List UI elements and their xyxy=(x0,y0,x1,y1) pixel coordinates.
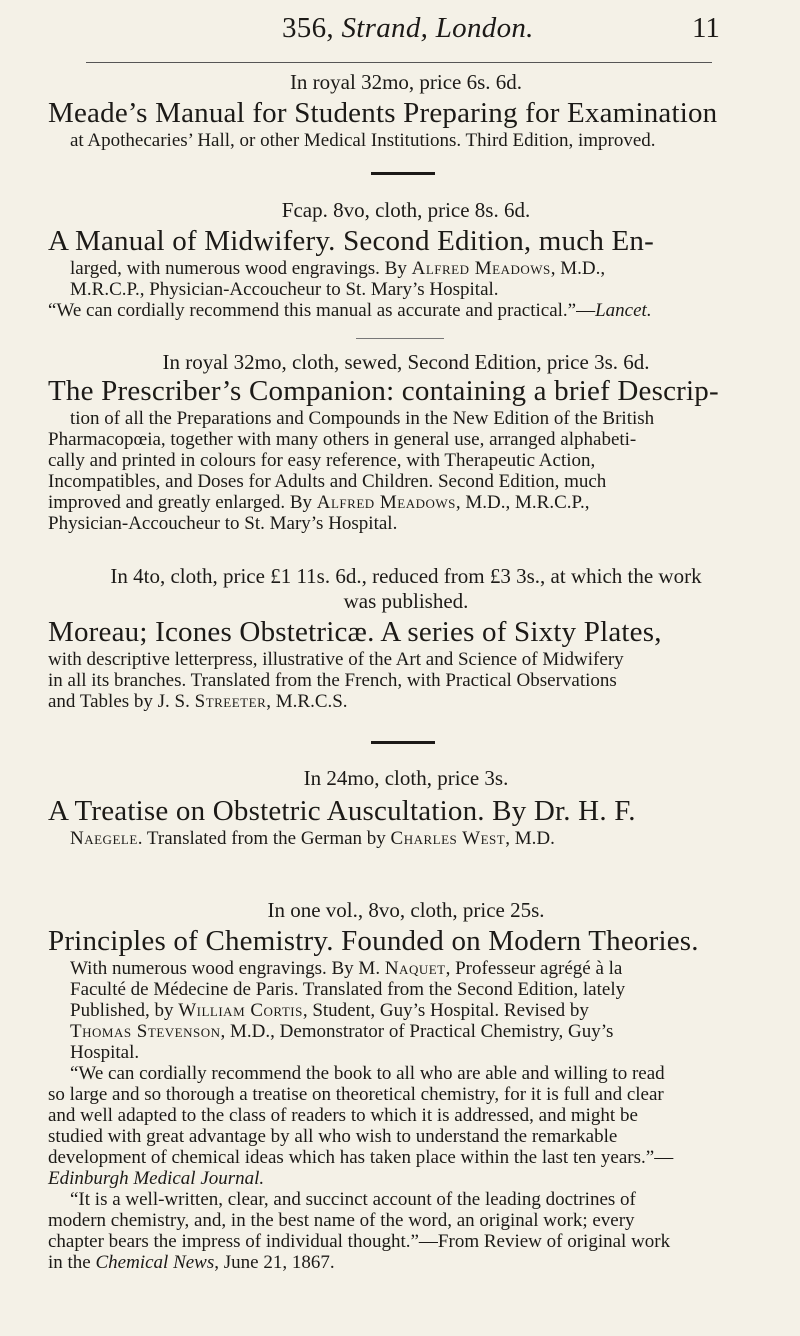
review-quote: “We can cordially recommend this manual as accurate and practical.”—Lancet. xyxy=(48,300,652,321)
review-quote-line: modern chemistry, and, in the best name of the word, an original work; every xyxy=(48,1210,635,1231)
publisher-address: 356, Strand, London. xyxy=(282,12,534,44)
description-line: in all its branches. Translated from the French, with Practical Observations xyxy=(48,670,617,691)
review-quote-line: “It is a well-written, clear, and succinct account of the leading doctrines of xyxy=(70,1189,636,1210)
quote-source: Edinburgh Medical Journal. xyxy=(48,1168,265,1189)
header-rule xyxy=(86,62,712,63)
description-line: with descriptive letterpress, illustrative of the Art and Science of Midwifery xyxy=(48,649,624,670)
catalogue-entry-meade xyxy=(48,70,764,151)
translator-name: William Cortis xyxy=(178,1000,303,1021)
author-name: Alfred Meadows xyxy=(316,492,456,513)
author-name: Streeter xyxy=(194,691,267,712)
description-line: cally and printed in colours for easy reference, with Therapeutic Action, xyxy=(48,450,596,471)
description-line: Incompatibles, and Doses for Adults and Children. Second Edition, much xyxy=(48,471,607,492)
description-line: Published, by William Cortis, Student, Guy’s Hospital. Revised by xyxy=(70,1000,589,1021)
book-title: Meade’s Manual for Students Preparing for Examination xyxy=(48,97,718,129)
review-quote-line: chapter bears the impress of individual thought.”—From Review of original work xyxy=(48,1231,671,1252)
catalogue-entry-prescriber xyxy=(48,350,764,534)
description-line: and Tables by J. S. Streeter, M.R.C.S. xyxy=(48,691,348,712)
description-line: tion of all the Preparations and Compounds in the New Edition of the British xyxy=(70,408,655,429)
description-line: With numerous wood engravings. By M. Naquet, Professeur agrégé à la xyxy=(70,958,623,979)
description-line: at Apothecaries’ Hall, or other Medical Institutions. Third Edition, improved. xyxy=(70,130,656,151)
description-line: Thomas Stevenson, M.D., Demonstrator of Practical Chemistry, Guy’s xyxy=(70,1021,614,1042)
book-title: Principles of Chemistry. Founded on Modern Theories. xyxy=(48,925,699,957)
catalogue-entry-moreau xyxy=(48,564,764,712)
description-line: Pharmacopœia, together with many others in general use, arranged alphabeti- xyxy=(48,429,637,450)
edition-info: In royal 32mo, price 6s. 6d. xyxy=(289,70,523,94)
reviser-name: Thomas Stevenson xyxy=(70,1021,221,1042)
catalogue-entry-midwifery xyxy=(48,198,764,321)
translator-name: Charles West xyxy=(390,828,506,849)
page-header xyxy=(0,12,800,56)
book-title: A Manual of Midwifery. Second Edition, much En- xyxy=(48,225,654,257)
review-quote-line: development of chemical ideas which has taken place within the last ten years.”— xyxy=(48,1147,674,1168)
page-number: 11 xyxy=(692,12,720,44)
book-title: Moreau; Icones Obstetricæ. A series of Sixty Plates, xyxy=(48,616,662,648)
author-name: Naquet xyxy=(384,958,446,979)
edition-info: In 4to, cloth, price £1 11s. 6d., reduced from £3 3s., at which the work xyxy=(110,564,702,588)
edition-info: In royal 32mo, cloth, sewed, Second Edition, price 3s. 6d. xyxy=(162,350,650,374)
book-title: The Prescriber’s Companion: containing a brief Descrip- xyxy=(48,375,719,407)
author-name: Naegele xyxy=(70,828,138,849)
catalogue-entry-chemistry xyxy=(48,898,764,1273)
description-line: M.R.C.P., Physician-Accoucheur to St. Mary’s Hospital. xyxy=(70,279,499,300)
review-quote-line: in the Chemical News, June 21, 1867. xyxy=(48,1252,335,1273)
review-quote-line: “We can cordially recommend the book to all who are able and willing to read xyxy=(70,1063,665,1084)
edition-info: In one vol., 8vo, cloth, price 25s. xyxy=(267,898,545,922)
description-line: Faculté de Médecine de Paris. Translated from the Second Edition, lately xyxy=(70,979,626,1000)
description-line: Physician-Accoucheur to St. Mary’s Hospital. xyxy=(48,513,398,534)
review-quote-line: studied with great advantage by all who wish to understand the remarkable xyxy=(48,1126,618,1147)
description-line: improved and greatly enlarged. By Alfred Meadows, M.D., M.R.C.P., xyxy=(48,492,590,513)
quote-source: Lancet. xyxy=(595,300,652,321)
edition-info: Fcap. 8vo, cloth, price 8s. 6d. xyxy=(281,198,531,222)
review-quote-line: so large and so thorough a treatise on theoretical chemistry, for it is full and clear xyxy=(48,1084,664,1105)
review-quote-line: and well adapted to the class of readers to which it is addressed, and might be xyxy=(48,1105,638,1126)
description-line: Hospital. xyxy=(70,1042,140,1063)
separator-rule xyxy=(371,172,435,175)
edition-info: was published. xyxy=(343,589,469,613)
description-line: Naegele. Translated from the German by Charles West, M.D. xyxy=(70,828,555,849)
separator-rule xyxy=(371,741,435,744)
separator-rule xyxy=(356,338,444,339)
quote-source: Chemical News xyxy=(95,1252,215,1273)
description-line: larged, with numerous wood engravings. By Alfred Meadows, M.D., xyxy=(70,258,606,279)
book-title: A Treatise on Obstetric Auscultation. By Dr. H. F. xyxy=(48,795,636,827)
author-name: Alfred Meadows xyxy=(411,258,551,279)
catalogue-entry-auscultation xyxy=(48,766,764,849)
edition-info: In 24mo, cloth, price 3s. xyxy=(303,766,509,790)
